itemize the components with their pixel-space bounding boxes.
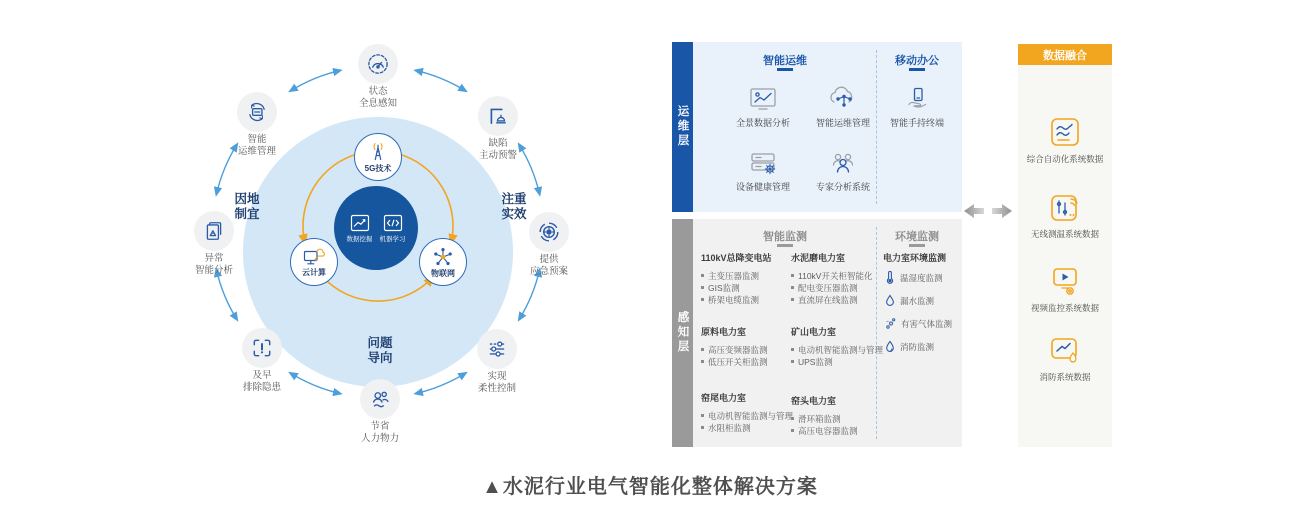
- thermometer-icon: [885, 271, 895, 284]
- sliders-icon: [486, 338, 508, 360]
- bullseye-icon: [538, 221, 560, 243]
- env-item-fire: 消防监测: [885, 340, 934, 353]
- node-label-flexible-control: 实现 柔性控制: [477, 371, 516, 394]
- iot-icon: [432, 246, 454, 268]
- fusion-item-automation: [1018, 116, 1112, 165]
- cloud-network-icon: [828, 86, 858, 112]
- fusion-item-label: 综合自动化系统数据: [1026, 154, 1104, 164]
- monitor-group-kiln-tail: 窑尾电力室 电动机智能监测与管理 水阻柜监测: [701, 393, 794, 433]
- fusion-item-wireless-temp: [1018, 191, 1112, 240]
- gas-icon: [885, 317, 896, 330]
- ops-layer-bar: 运维层: [672, 42, 693, 212]
- cycle-node-smart-om: [237, 92, 277, 132]
- tech-label: 云计算: [302, 268, 326, 277]
- monitor-group-substation: 110kV总降变电站 主变压器监测 GIS监测 桥架电缆监测: [701, 251, 793, 306]
- ops-item-label: 全景数据分析: [735, 118, 790, 128]
- data-fusion-panel: [1018, 44, 1112, 447]
- fusion-item-fire-system: [1018, 334, 1112, 383]
- smart-ops-underline: [777, 68, 793, 71]
- sense-layer-panel: [672, 219, 962, 447]
- figure-caption: ▲水泥行业电气智能化整体解决方案: [482, 476, 818, 498]
- section-title-mobile-office: 移动办公: [895, 55, 939, 67]
- tech-node-iot: [419, 238, 467, 286]
- tech-node-cloud: [290, 238, 338, 286]
- fusion-item-label: 视频监控系统数据: [1030, 303, 1099, 313]
- mobile-office-underline: [909, 68, 925, 71]
- people-icon: [369, 388, 391, 410]
- monitor-group-mine: 矿山电力室 电动机智能监测与管理 UPS监测: [791, 327, 884, 367]
- ops-item-equipment-health: [718, 150, 808, 193]
- fire-system-data-icon: [1049, 334, 1081, 366]
- fusion-item-label: 无线测温系统数据: [1030, 229, 1099, 239]
- monitor-group-cement-mill: 水泥磨电力室 110kV开关柜智能化 配电变压器监测 直流屏在线监测: [791, 251, 883, 306]
- cycle-node-status: [358, 44, 398, 84]
- experts-icon: [828, 150, 858, 176]
- corner-label-effectiveness: 注重 实效: [501, 192, 527, 221]
- ops-layer-body: [693, 42, 962, 212]
- server-gear-icon: [748, 150, 778, 176]
- core-circle: [334, 186, 418, 270]
- refresh-card-icon: [246, 101, 268, 123]
- alarm-icon: [487, 105, 509, 127]
- data-exchange-arrows: [962, 198, 1014, 224]
- corner-label-problem-oriented: 问题 导向: [367, 336, 393, 365]
- ops-item-panorama: [718, 86, 808, 129]
- env-item-harmful-gas: 有害气体监测: [885, 317, 952, 330]
- 5g-tower-icon: [367, 141, 389, 163]
- node-label-emergency-plan: 提供 应急预案: [529, 254, 568, 277]
- cycle-node-flexible-control: [477, 329, 517, 369]
- tech-label: 5G技术: [364, 163, 392, 173]
- smart-monitoring-underline: [777, 244, 793, 247]
- fusion-item-label: 消防系统数据: [1039, 372, 1091, 382]
- ops-item-label: 智能手持终端: [889, 118, 944, 128]
- water-drop-icon: [885, 294, 895, 307]
- sense-layer-bar: 感知层: [672, 219, 693, 447]
- env-item-temperature: 温湿度监测: [885, 271, 943, 284]
- node-label-anomaly-analysis: 异常 智能分析: [194, 253, 233, 276]
- lifecycle-diagram: [180, 30, 600, 460]
- cloud-computing-icon: [302, 246, 326, 267]
- sense-layer-body: [693, 219, 962, 447]
- core-label: 机器学习: [379, 235, 406, 243]
- handheld-terminal-icon: [902, 86, 932, 112]
- section-title-smart-ops: 智能运维: [763, 55, 807, 67]
- ops-item-label: 专家分析系统: [815, 182, 870, 192]
- chart-icon: [350, 214, 370, 232]
- ops-item-label: 设备健康管理: [735, 182, 790, 192]
- node-label-status: 状态 全息感知: [358, 86, 397, 109]
- ops-item-handheld: [872, 86, 962, 129]
- fusion-item-video: [1018, 265, 1112, 314]
- cycle-node-eliminate-hazards: [242, 328, 282, 368]
- env-subtitle: 电力室环境监测: [883, 253, 947, 263]
- ops-layer-panel: [672, 42, 962, 212]
- section-title-env-monitoring: 环境监测: [895, 231, 939, 243]
- env-monitoring-underline: [909, 244, 925, 247]
- gauge-icon: [367, 53, 389, 75]
- code-icon: [383, 214, 403, 232]
- section-title-smart-monitoring: 智能监测: [763, 231, 807, 243]
- wireless-temp-icon: [1049, 191, 1081, 223]
- doc-warning-icon: [203, 220, 225, 242]
- warn-bracket-icon: [251, 337, 273, 359]
- node-label-eliminate-hazards: 及早 排除隐患: [242, 370, 281, 393]
- cycle-node-emergency-plan: [529, 212, 569, 252]
- cycle-node-save-labor: [360, 379, 400, 419]
- arrow-left-icon: [964, 204, 984, 218]
- ops-item-label: 智能运维管理: [815, 118, 870, 128]
- flame-icon: [885, 340, 895, 353]
- tech-node-5g: [354, 133, 402, 181]
- ops-item-expert-system: [798, 150, 888, 193]
- monitor-group-raw-material: 原料电力室 高压变频器监测 低压开关柜监测: [701, 325, 793, 368]
- core-item-data-mining: [347, 214, 373, 243]
- video-surveillance-icon: [1049, 265, 1081, 297]
- node-label-save-labor: 节省 人力物力: [360, 421, 399, 444]
- panorama-data-icon: [748, 86, 778, 112]
- node-label-smart-om: 智能 运维管理: [237, 134, 276, 157]
- cycle-node-defect: [478, 96, 518, 136]
- tech-label: 物联网: [431, 268, 455, 278]
- data-fusion-header: 数据融合: [1018, 44, 1112, 65]
- core-label: 数据挖掘: [346, 235, 373, 243]
- arrow-right-icon: [992, 204, 1012, 218]
- env-item-water-leak: 漏水监测: [885, 294, 934, 307]
- core-item-machine-learning: [380, 214, 406, 243]
- node-label-defect: 缺陷 主动预警: [478, 138, 517, 161]
- corner-label-adapt: 因地 制宜: [234, 192, 260, 221]
- automation-data-icon: [1049, 116, 1081, 148]
- monitor-group-kiln-head: 窑头电力室 滑环箱监测 高压电容器监测: [791, 394, 883, 437]
